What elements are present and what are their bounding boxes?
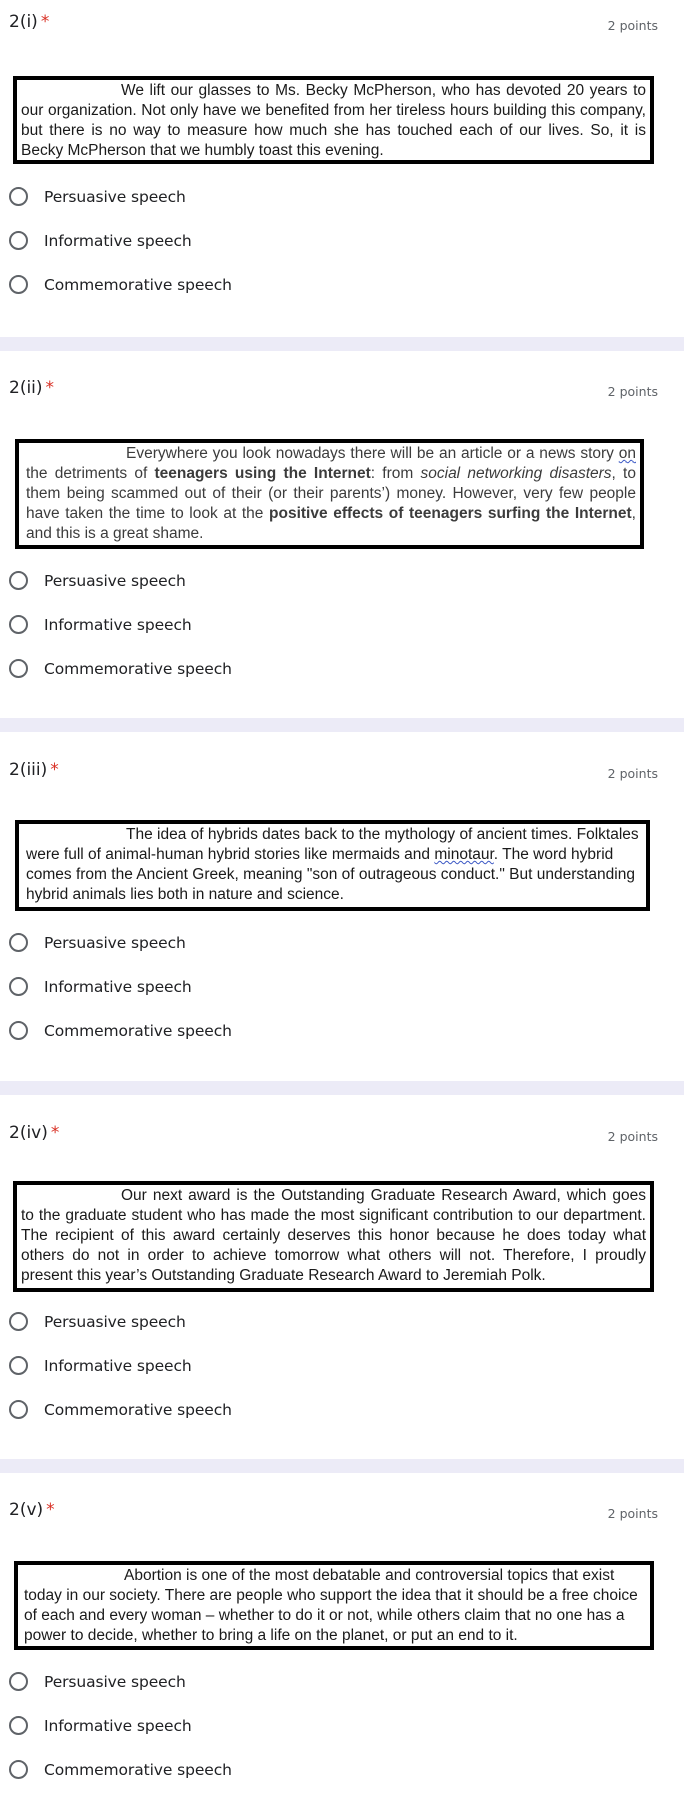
question-points: 2 points [607, 766, 658, 781]
radio-button[interactable] [9, 659, 28, 678]
passage-text: Our next award is the Outstanding Graduate Research Award, which goes to the graduate student who has made the most significant contribution to our department. The recipient of this award certainly deserves this honor because he does today what others do not in order to achieve tomorrow what others will not. Therefore, I proudly present this year’s Outstanding Graduate Research Award to Jeremiah Polk. [21, 1187, 646, 1284]
radio-button[interactable] [9, 1672, 28, 1691]
option-persuasive-speech[interactable] [0, 1307, 300, 1337]
question-separator [0, 337, 684, 351]
question-2-ii [0, 351, 684, 718]
required-asterisk: * [46, 1500, 55, 1520]
radio-button[interactable] [9, 187, 28, 206]
option-label: Commemorative speech [44, 660, 232, 678]
option-persuasive-speech[interactable] [0, 566, 300, 596]
option-label: Commemorative speech [44, 1401, 232, 1419]
option-persuasive-speech[interactable] [0, 182, 300, 212]
question-separator [0, 718, 684, 732]
option-label: Persuasive speech [44, 1313, 186, 1331]
bold-phrase: positive effects of teenagers surfing the Internet [269, 505, 632, 522]
option-label: Persuasive speech [44, 572, 186, 590]
question-points: 2 points [607, 1129, 658, 1144]
radio-button[interactable] [9, 933, 28, 952]
question-2-iv [0, 1095, 684, 1459]
question-2-i [0, 0, 684, 337]
option-persuasive-speech[interactable] [0, 1667, 300, 1697]
radio-button[interactable] [9, 977, 28, 996]
passage-text: The idea of hybrids dates back to the mythology of ancient times. Folktales were full of animal-human hybrid stories like mermaids and minotaur. The word hybrid comes from the Ancient Greek, meaning "son of outrageous conduct." But understanding hybrid animals lies both in nature and science. [26, 826, 639, 903]
required-asterisk: * [50, 1123, 60, 1143]
radio-button[interactable] [9, 231, 28, 250]
option-informative-speech[interactable] [0, 226, 300, 256]
option-commemorative-speech[interactable] [0, 1755, 300, 1785]
question-2-v [0, 1473, 684, 1815]
question-title: 2(iv) * [9, 1123, 60, 1143]
option-informative-speech[interactable] [0, 972, 300, 1002]
passage-text: Everywhere you look nowadays there will be an article or a news story on the detriments of teenagers using the Internet: from social networking disasters, to them being scammed out of their (or their parents’) money. However, very few people have taken the time to look at the positive effects of teenagers surfing the Internet, and this is a great shame. [26, 445, 636, 542]
required-asterisk: * [50, 760, 59, 780]
option-label: Persuasive speech [44, 188, 186, 206]
radio-button[interactable] [9, 615, 28, 634]
passage-box [15, 820, 650, 911]
question-separator [0, 1081, 684, 1095]
passage-text: Abortion is one of the most debatable and controversial topics that exist today in our society. There are people who support the idea that it should be a free choice of each and every woman – whether to do it or not, while others claim that no one has a power to decide, whether to bring a life on the planet, or put an end to it. [24, 1567, 638, 1644]
option-commemorative-speech[interactable] [0, 270, 300, 300]
question-points: 2 points [607, 1506, 658, 1521]
passage-box [13, 76, 654, 164]
question-title: 2(iii) * [9, 760, 59, 780]
required-asterisk: * [45, 378, 55, 398]
option-label: Informative speech [44, 616, 192, 634]
bold-phrase: teenagers using the Internet [154, 465, 371, 482]
option-informative-speech[interactable] [0, 610, 300, 640]
passage-text: We lift our glasses to Ms. Becky McPherson, who has devoted 20 years to our organization. Not only have we benefited from her tireless hours building this company, but there is no way to measure how much she has touched each of our lives. So, it is Becky McPherson that we humbly toast this evening. [21, 82, 646, 159]
question-separator [0, 1459, 684, 1473]
option-label: Commemorative speech [44, 1761, 232, 1779]
passage-box [13, 1181, 654, 1292]
question-2-iii [0, 732, 684, 1081]
required-asterisk: * [40, 12, 50, 32]
question-points: 2 points [607, 18, 658, 33]
radio-button[interactable] [9, 1760, 28, 1779]
option-commemorative-speech[interactable] [0, 654, 300, 684]
radio-button[interactable] [9, 571, 28, 590]
option-label: Persuasive speech [44, 934, 186, 952]
question-title: 2(ii) * [9, 378, 55, 398]
option-label: Persuasive speech [44, 1673, 186, 1691]
option-label: Commemorative speech [44, 1022, 232, 1040]
radio-button[interactable] [9, 1021, 28, 1040]
radio-button[interactable] [9, 1312, 28, 1331]
radio-button[interactable] [9, 1716, 28, 1735]
option-label: Informative speech [44, 978, 192, 996]
spellcheck-word: minotaur [434, 846, 494, 863]
question-points: 2 points [607, 384, 658, 399]
radio-button[interactable] [9, 1400, 28, 1419]
passage-box [14, 1561, 654, 1650]
option-informative-speech[interactable] [0, 1711, 300, 1741]
option-commemorative-speech[interactable] [0, 1395, 300, 1425]
option-label: Informative speech [44, 1717, 192, 1735]
spellcheck-word: on [618, 445, 636, 462]
option-informative-speech[interactable] [0, 1351, 300, 1381]
radio-button[interactable] [9, 275, 28, 294]
option-label: Informative speech [44, 232, 192, 250]
passage-box [15, 439, 644, 549]
italic-phrase: social networking disasters [420, 465, 612, 482]
option-commemorative-speech[interactable] [0, 1016, 300, 1046]
option-label: Commemorative speech [44, 276, 232, 294]
radio-button[interactable] [9, 1356, 28, 1375]
option-label: Informative speech [44, 1357, 192, 1375]
option-persuasive-speech[interactable] [0, 928, 300, 958]
question-title: 2(i) * [9, 12, 50, 32]
question-title: 2(v) * [9, 1500, 55, 1520]
